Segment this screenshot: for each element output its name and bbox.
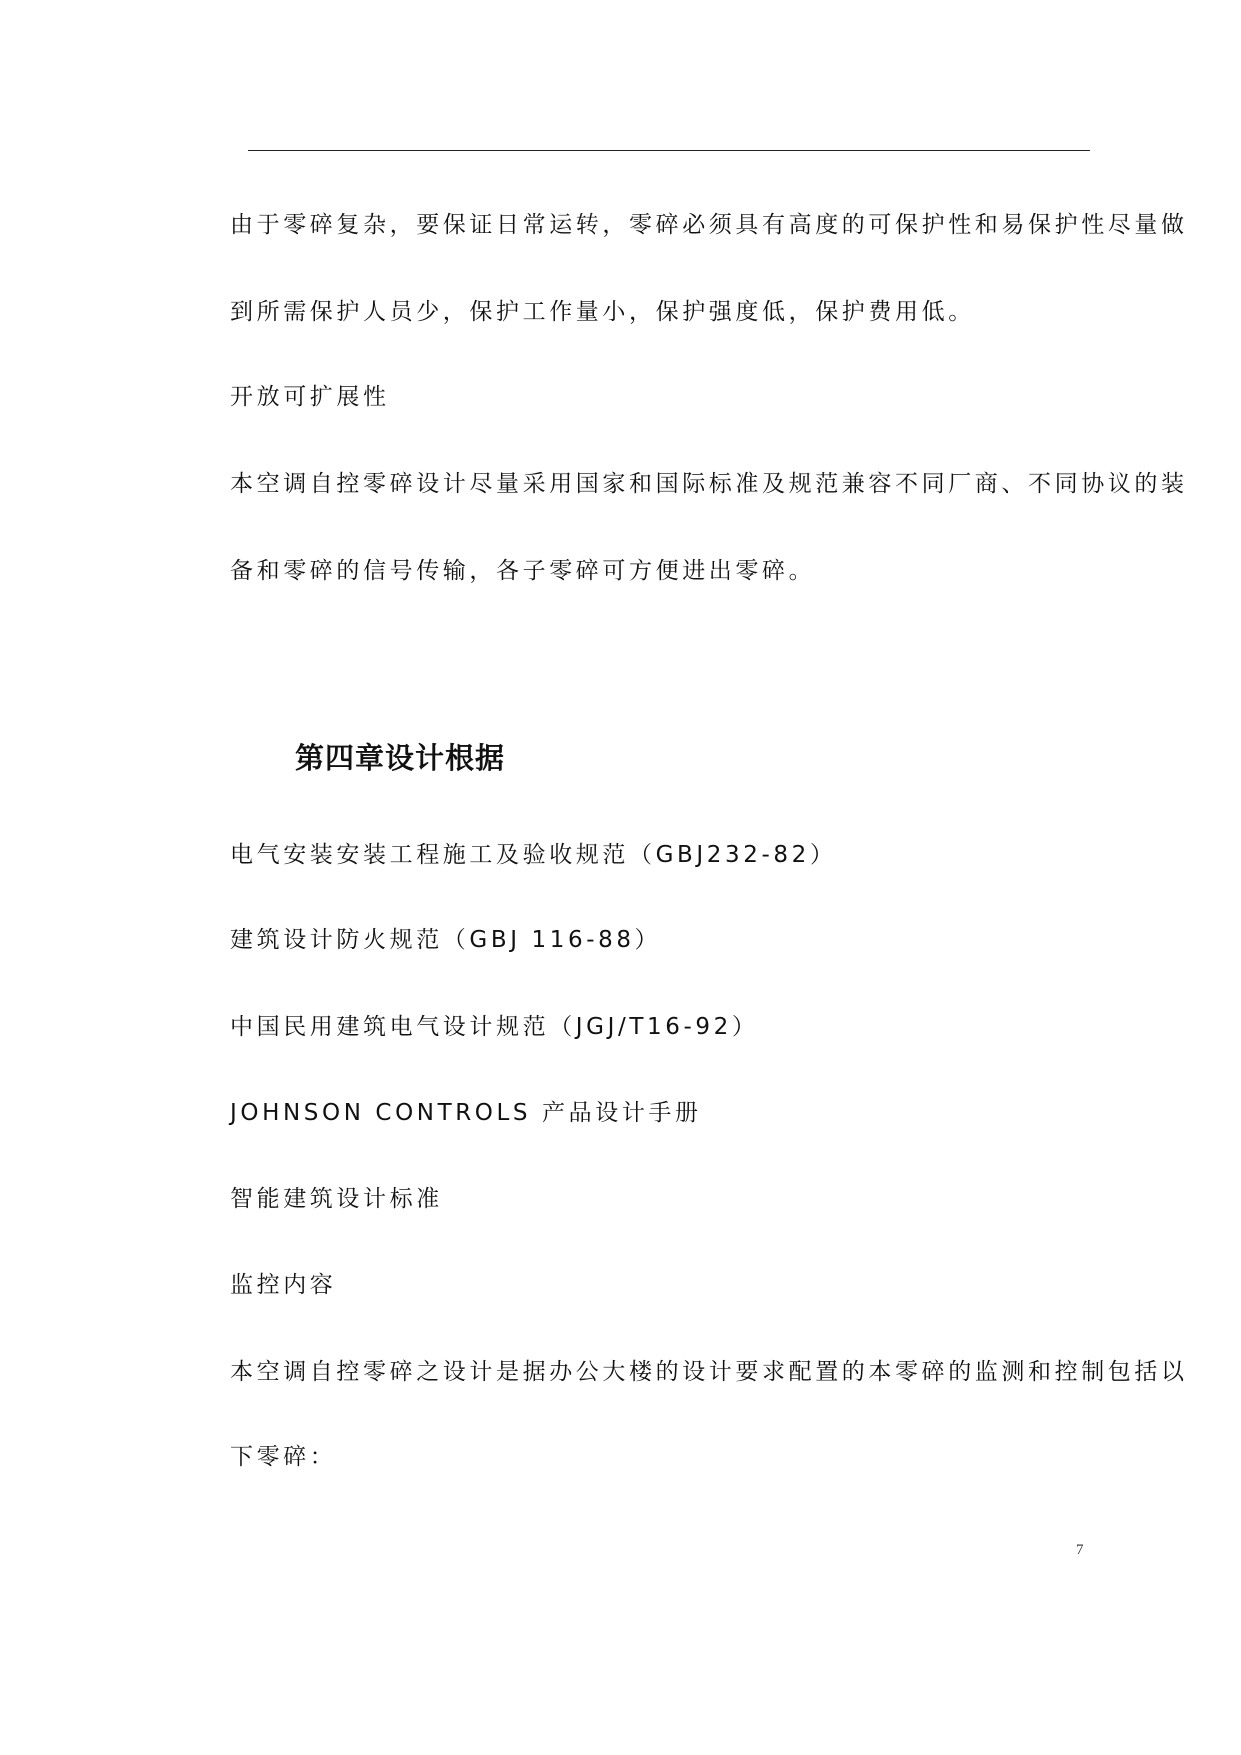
chapter-heading: 第四章设计根据 — [295, 741, 506, 775]
section-title-monitoring: 监控内容 — [230, 1272, 337, 1298]
subtitle-openness: 开放可扩展性 — [230, 384, 390, 410]
paragraph-openness-line-1: 本空调自控零碎设计尽量采用国家和国际标准及规范兼容不同厂商、不同协议的装 — [230, 471, 1188, 497]
paragraph-maintainability-line-2: 到所需保护人员少，保护工作量小，保护强度低，保护费用低。 — [230, 299, 975, 325]
reference-item: JOHNSON CONTROLS 产品设计手册 — [230, 1100, 702, 1126]
page-number: 7 — [1076, 1542, 1084, 1558]
paragraph-maintainability-line-1: 由于零碎复杂，要保证日常运转，零碎必须具有高度的可保护性和易保护性尽量做 — [230, 212, 1188, 238]
reference-item: 建筑设计防火规范（GBJ 116-88） — [230, 927, 662, 953]
header-rule — [248, 150, 1090, 151]
reference-item: 智能建筑设计标准 — [230, 1186, 443, 1212]
reference-item: 电气安装安装工程施工及验收规范（GBJ232-82） — [230, 842, 837, 868]
paragraph-monitoring-line-1: 本空调自控零碎之设计是据办公大楼的设计要求配置的本零碎的监测和控制包括以 — [230, 1359, 1188, 1385]
reference-item: 中国民用建筑电气设计规范（JGJ/T16-92） — [230, 1014, 759, 1040]
paragraph-openness-line-2: 备和零碎的信号传输，各子零碎可方便进出零碎。 — [230, 558, 816, 584]
paragraph-monitoring-line-2: 下零碎： — [230, 1444, 337, 1470]
